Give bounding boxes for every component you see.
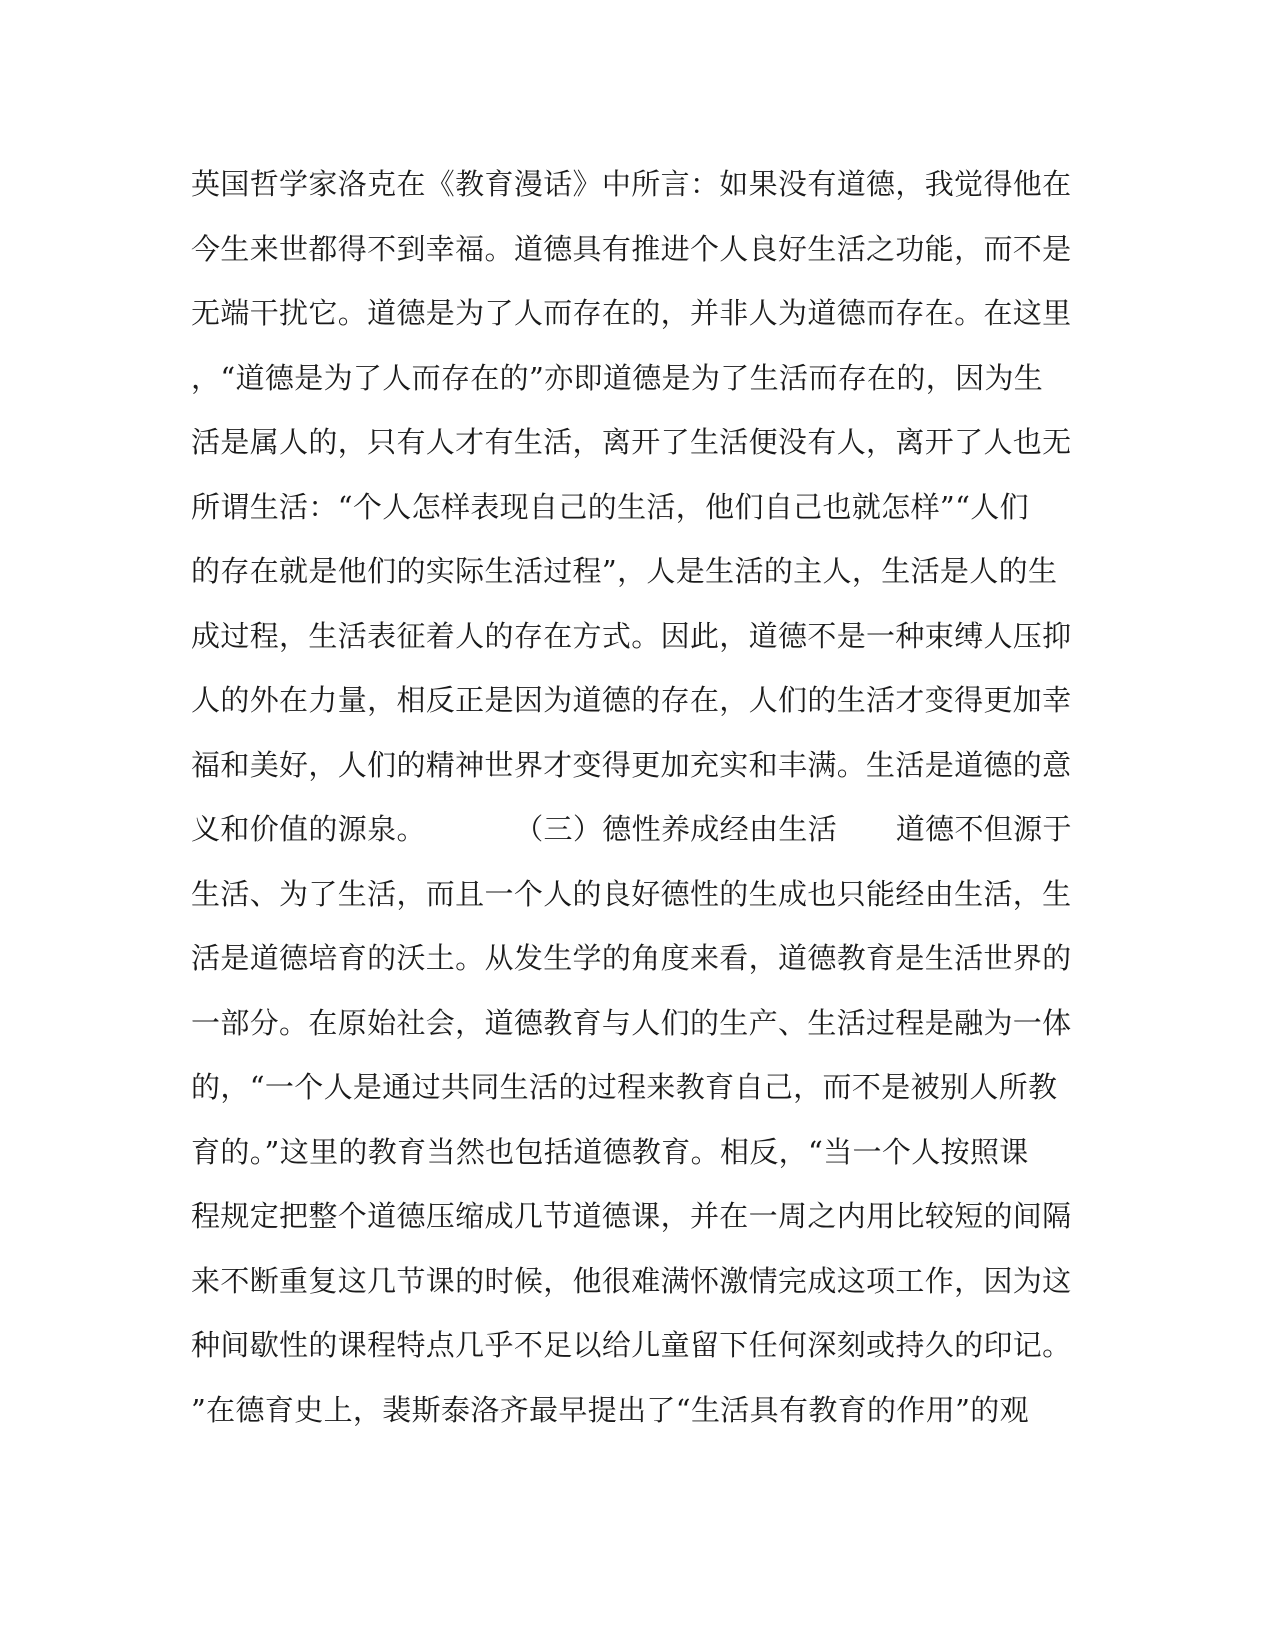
text-line: 人的外在力量，相反正是因为道德的存在，人们的生活才变得更加幸 <box>191 683 1072 717</box>
text-line: 生活、为了生活，而且一个人的良好德性的生成也只能经由生活，生 <box>191 876 1072 911</box>
text-line: 活是属人的，只有人才有生活，离开了生活便没有人，离开了人也无 <box>191 425 1072 459</box>
text-line: 成过程，生活表征着人的存在方式。因此，道德不是一种束缚人压抑 <box>191 618 1072 653</box>
text-line: 一部分。在原始社会，道德教育与人们的生产、生活过程是融为一体 <box>191 1005 1072 1040</box>
text-line: 福和美好，人们的精神世界才变得更加充实和丰满。生活是道德的意 <box>191 747 1072 782</box>
text-line: 今生来世都得不到幸福。道德具有推进个人良好生活之功能，而不是 <box>191 231 1072 266</box>
text-line: 种间歇性的课程特点几乎不足以给儿童留下任何深刻或持久的印记。 <box>191 1328 1072 1362</box>
text-line: 所谓生活：“个人怎样表现自己的生活，他们自己也就怎样”“人们 <box>191 489 1029 524</box>
text-line: ”在德育史上，裴斯泰洛齐最早提出了“生活具有教育的作用”的观 <box>191 1392 1029 1427</box>
text-line: 英国哲学家洛克在《教育漫话》中所言：如果没有道德，我觉得他在 <box>191 167 1072 201</box>
text-line: ，“道德是为了人而存在的”亦即道德是为了生活而存在的，因为生 <box>191 360 1044 395</box>
text-line: 育的。”这里的教育当然也包括道德教育。相反，“当一个人按照课 <box>191 1134 1029 1169</box>
text-line: 的存在就是他们的实际生活过程”，人是生活的主人，生活是人的生 <box>191 554 1058 588</box>
text-line: 来不断重复这几节课的时候，他很难满怀激情完成这项工作，因为这 <box>191 1263 1072 1298</box>
text-line: 活是道德培育的沃土。从发生学的角度来看，道德教育是生活世界的 <box>191 941 1072 975</box>
text-line: 义和价值的源泉。 （三）德性养成经由生活 道德不但源于 <box>191 812 1072 846</box>
text-line: 无端干扰它。道德是为了人而存在的，并非人为道德而存在。在这里 <box>191 296 1072 330</box>
text-line: 的，“一个人是通过共同生活的过程来教育自己，而不是被别人所教 <box>191 1070 1058 1104</box>
text-line: 程规定把整个道德压缩成几节道德课，并在一周之内用比较短的间隔 <box>191 1199 1072 1233</box>
body-text <box>191 152 1071 1442</box>
